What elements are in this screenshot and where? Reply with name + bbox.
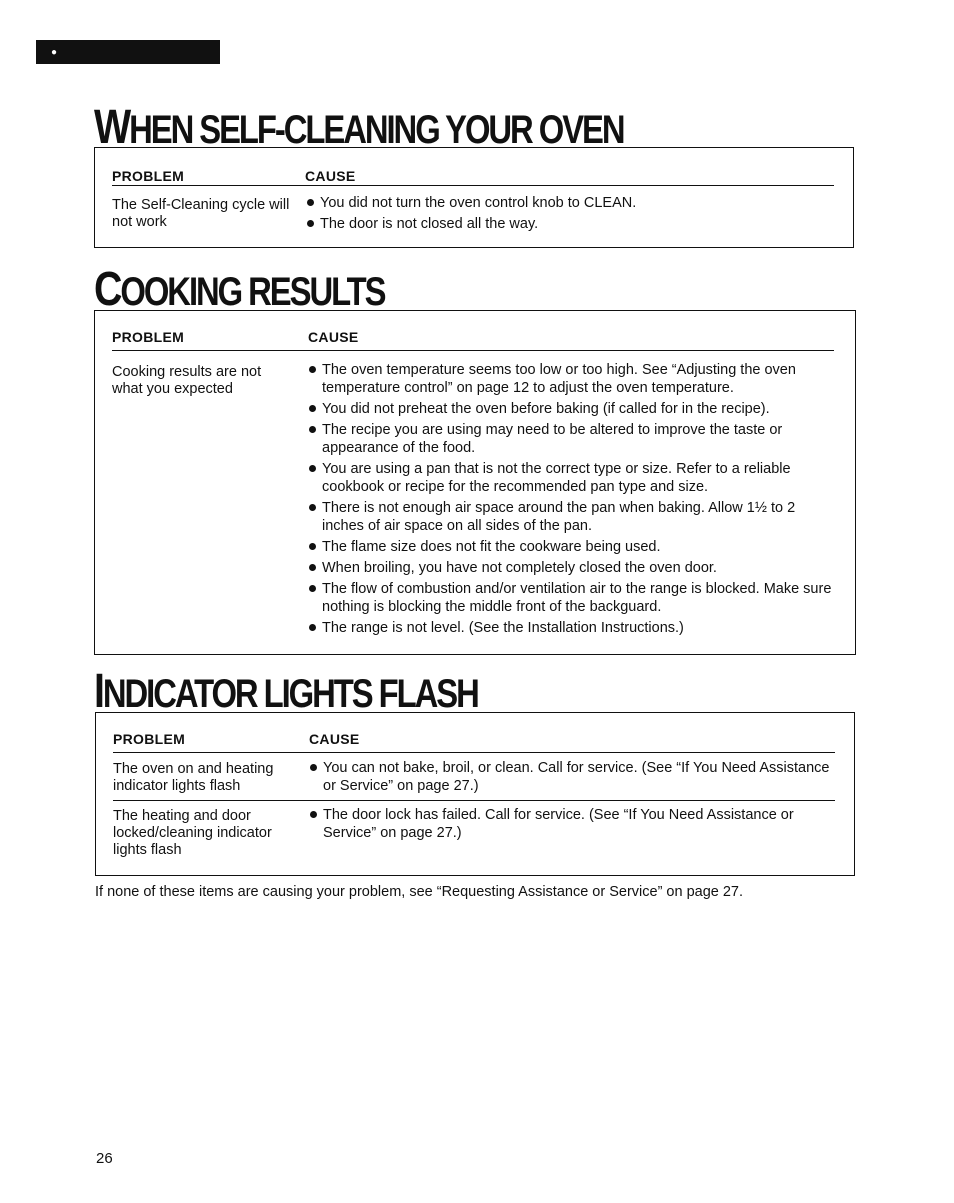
row-rule [113,800,835,801]
bullet-icon: ● [51,47,57,58]
header-rule [112,350,834,351]
cause-item: The flow of combustion and/or ventilation air to the range is blocked. Make sure nothing is blocking the middle front of the backguard. [309,580,834,616]
cause-item: You are using a pan that is not the correct type or size. Refer to a reliable cookbook or recipe for the recommended pan type and size. [309,460,834,496]
cause-item: You did not preheat the oven before baking (if called for in the recipe). [309,400,834,418]
page-number: 26 [96,1150,113,1167]
header-rule [113,752,835,753]
cause-header: CAUSE [305,168,356,184]
indicator-lights-table [95,712,855,876]
problem-text: The oven on and heating indicator lights flash [113,761,274,794]
problem-header: PROBLEM [112,329,185,345]
cause-list [309,361,834,640]
cause-item: The oven temperature seems too low or too high. See “Adjusting the oven temperature control” on page 12 to adjust the oven temperature. [309,361,834,397]
cause-list [310,806,830,845]
cause-item: You can not bake, broil, or clean. Call for service. (See “If You Need Assistance or Service” on page 27.) [310,759,830,795]
self-cleaning-table [94,147,854,248]
section-tab-label: TROUBLESHOOTING [36,67,202,86]
cause-item: When broiling, you have not completely closed the oven door. [309,559,834,577]
cause-header: CAUSE [309,731,360,747]
cause-header: CAUSE [308,329,359,345]
cause-item: You did not turn the oven control knob to CLEAN. [307,194,832,212]
cause-list [310,759,830,798]
cause-item: The door is not closed all the way. [307,215,832,233]
cause-item: The recipe you are using may need to be altered to improve the taste or appearance of the food. [309,421,834,457]
footer-note: If none of these items are causing your problem, see “Requesting Assistance or Service” on page 27. [95,884,744,900]
header-rule [112,185,834,186]
cause-item: The flame size does not fit the cookware being used. [309,538,834,556]
problem-header: PROBLEM [112,168,185,184]
problem-text: Cooking results are not what you expected [112,364,262,397]
problem-text: The Self-Cleaning cycle will not work [112,197,290,230]
section-title-self-cleaning: WHEN SELF-CLEANING YOUR OVEN [94,101,624,154]
section-title-indicator-lights: INDICATOR LIGHTS FLASH [94,665,478,718]
section-title-cooking-results: COOKING RESULTS [94,263,385,316]
section-tab [36,40,220,86]
problem-header: PROBLEM [113,731,186,747]
cooking-results-table [94,310,856,655]
cause-list [307,194,832,236]
cause-item: The range is not level. (See the Installation Instructions.) [309,619,834,637]
cause-item: The door lock has failed. Call for service. (See “If You Need Assistance or Service” on page 27.) [310,806,830,842]
cause-item: There is not enough air space around the pan when baking. Allow 1½ to 2 inches of air space on all sides of the pan. [309,499,834,535]
problem-text: The heating and door locked/cleaning indicator lights flash [113,808,272,858]
